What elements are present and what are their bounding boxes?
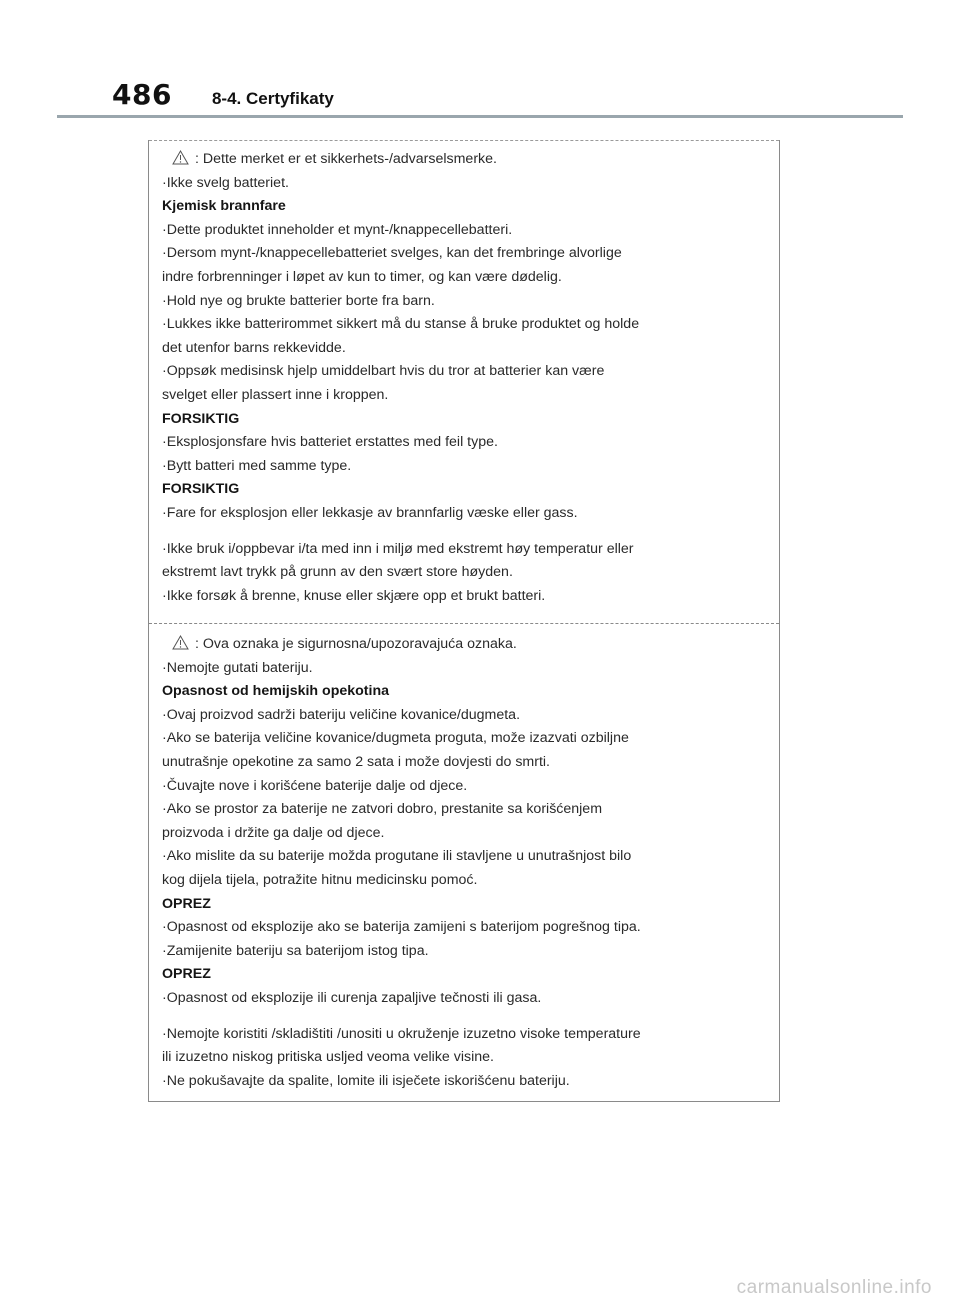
page-header (112, 78, 334, 111)
text-line: ·Ikke forsøk å brenne, knuse eller skjære opp et brukt batteri. (162, 587, 546, 604)
section-title: 8-4. Certyfikaty (211, 89, 334, 108)
warning-symbol-line (162, 633, 762, 657)
text-line: ·Opasnost od eksplozije ili curenja zapaljive tečnosti ili gasa. (162, 989, 542, 1006)
text-line: ·Ikke svelg batteriet. (162, 174, 289, 191)
text-line: svelget eller plassert inne i kroppen. (162, 386, 389, 403)
scan-top-border (149, 140, 779, 141)
text-line (162, 526, 762, 538)
text-line: ·Ako se prostor za baterije ne zatvori dobro, prestanite sa korišćenjem (162, 801, 603, 818)
text-line: indre forbrenninger i løpet av kun to timer, og kan være dødelig. (162, 268, 562, 285)
certificate-scan (148, 140, 780, 1102)
text-line: ·Ikke bruk i/oppbevar i/ta med inn i miljø med ekstremt høy temperatur eller (162, 540, 634, 557)
text-line: unutrašnje opekotine za samo 2 sata i može dovjesti do smrti. (162, 753, 550, 770)
text-line: ·Dersom mynt-/knappecellebatteriet svelges, kan det frembringe alvorlige (162, 245, 622, 262)
text-line (162, 1011, 762, 1023)
warning-symbol-line (162, 148, 762, 172)
text-line: ·Čuvajte nove i korišćene baterije dalje od djece. (162, 777, 468, 794)
norwegian-lines (162, 172, 762, 609)
header-rule (57, 115, 903, 118)
text-line: ·Eksplosjonsfare hvis batteriet erstattes med feil type. (162, 434, 498, 451)
text-line: ·Ako se baterija veličine kovanice/dugmeta proguta, može izazvati ozbiljne (162, 730, 629, 747)
section-heading: FORSIKTIG (162, 410, 240, 427)
text-line: ekstremt lavt trykk på grunn av den svært store høyden. (162, 564, 513, 581)
text-line: ·Opasnost od eksplozije ako se baterija zamijeni s baterijom pogrešnog tipa. (162, 919, 641, 936)
language-divider (149, 623, 779, 624)
text-line: kog dijela tijela, potražite hitnu medicinsku pomoć. (162, 871, 478, 888)
warning-symbol-text: : Ova oznaka je sigurnosna/upozoravajuća oznaka. (195, 636, 517, 652)
text-line: ·Nemojte gutati bateriju. (162, 659, 313, 676)
norwegian-warning-block (162, 148, 762, 608)
croatian-warning-block (162, 633, 762, 1093)
page-number: 486 (112, 78, 172, 111)
section-heading: Kjemisk brannfare (162, 198, 286, 215)
text-line: ·Dette produktet inneholder et mynt-/knappecellebatteri. (162, 221, 513, 238)
text-line: ·Ovaj proizvod sadrži bateriju veličine kovanice/dugmeta. (162, 706, 521, 723)
text-line: ·Ne pokušavajte da spalite, lomite ili isječete iskorišćenu bateriju. (162, 1072, 570, 1089)
text-line: ·Lukkes ikke batterirommet sikkert må du stanse å bruke produktet og holde (162, 316, 640, 333)
section-heading: OPREZ (162, 966, 211, 983)
section-heading: FORSIKTIG (162, 481, 240, 498)
text-line: proizvoda i držite ga dalje od djece. (162, 824, 385, 841)
text-line: ·Bytt batteri med samme type. (162, 457, 352, 474)
text-line: ·Ako mislite da su baterije možda progutane ili stavljene u unutrašnjost bilo (162, 848, 632, 865)
text-line: ili izuzetno niskog pritiska usljed veoma velike visine. (162, 1049, 494, 1066)
section-heading: Opasnost od hemijskih opekotina (162, 683, 390, 700)
warning-symbol-text: : Dette merket er et sikkerhets-/advarselsmerke. (195, 151, 497, 167)
text-line: ·Fare for eksplosjon eller lekkasje av brannfarlig væske eller gass. (162, 504, 578, 521)
watermark: carmanualsonline.info (736, 1277, 932, 1298)
warning-triangle-icon (172, 150, 189, 165)
scan-bottom-border (149, 1101, 779, 1102)
text-line: ·Nemojte koristiti /skladištiti /unositi u okruženje izuzetno visoke temperature (162, 1025, 641, 1042)
warning-triangle-icon (172, 635, 189, 650)
text-line: ·Zamijenite bateriju sa baterijom istog tipa. (162, 942, 429, 959)
text-line: ·Oppsøk medisinsk hjelp umiddelbart hvis du tror at batterier kan være (162, 363, 605, 380)
text-line: det utenfor barns rekkevidde. (162, 339, 346, 356)
text-line: ·Hold nye og brukte batterier borte fra barn. (162, 292, 435, 309)
section-heading: OPREZ (162, 895, 211, 912)
croatian-lines (162, 657, 762, 1094)
